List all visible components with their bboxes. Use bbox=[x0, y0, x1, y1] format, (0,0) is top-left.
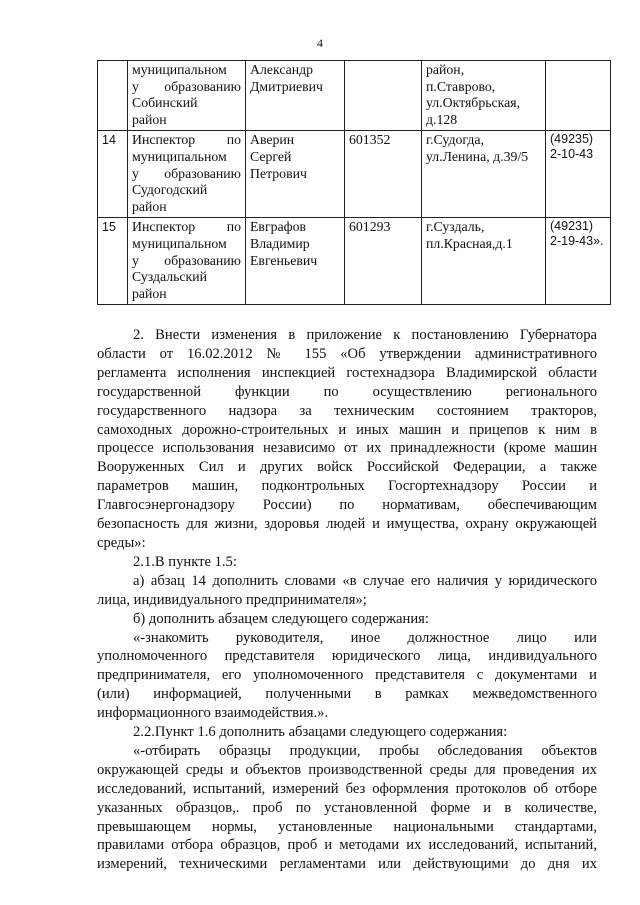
text-line: государственного надзора за техническим состоянием тракторов, bbox=[97, 402, 597, 419]
position-cell-line: район bbox=[132, 198, 167, 214]
position-cell-line: район bbox=[132, 111, 167, 127]
row-number: 14 bbox=[98, 131, 128, 218]
text-line: Вооруженных Сил и других войск Российской Федерации, а также bbox=[97, 459, 597, 476]
document-body bbox=[97, 326, 597, 874]
paragraph-2-2 bbox=[97, 723, 597, 742]
position-cell-line: у образованию bbox=[132, 252, 241, 268]
name-cell-line: Сергей bbox=[250, 148, 292, 164]
text-line: окружающей среды и объектов производственной среды для проведения их bbox=[97, 761, 597, 778]
paragraph-2-2-text bbox=[97, 742, 597, 874]
text-line: исследований, испытаний, измерений без оформления протоколов об отборе bbox=[97, 780, 597, 797]
phone-cell-line: 2-10-43 bbox=[550, 147, 594, 162]
paragraph-2-1 bbox=[97, 553, 597, 572]
text-line: 2.2.Пункт 1.6 дополнить абзацами следующего содержания: bbox=[133, 724, 508, 741]
text-line: Главгосэнергонадзору России) по нормативам, обеспечивающим bbox=[97, 497, 597, 514]
position-cell-line: Инспектор по bbox=[132, 132, 241, 148]
name-cell bbox=[246, 218, 345, 305]
text-line: а) абзац 14 дополнить словами «в случае его наличия у юридического bbox=[133, 572, 597, 589]
position-cell-line: муниципальном bbox=[132, 62, 227, 77]
phone-cell bbox=[546, 61, 611, 131]
text-line: самоходных дорожно-строительных и иных машин и прицепов к ним в bbox=[97, 421, 597, 438]
phone-cell bbox=[546, 218, 611, 305]
text-line: правилами отбора образцов, проб и методами их исследований, испытаний, bbox=[97, 837, 597, 854]
phone-cell-line: (49235) bbox=[550, 132, 594, 147]
text-line: параметров машин, подконтрольных Госгортехнадзору России и bbox=[97, 478, 597, 495]
text-line: превышающем нормы, установленные национальными стандартами, bbox=[97, 818, 597, 835]
address-cell-line: ул.Октябрьская, bbox=[426, 95, 521, 111]
text-line: процессе использования независимо от их принадлежности (кроме машин bbox=[97, 440, 597, 457]
position-cell-line: муниципальном bbox=[132, 235, 227, 251]
row-number: 15 bbox=[98, 218, 128, 305]
position-cell bbox=[128, 131, 246, 218]
name-cell-line: Аверин bbox=[250, 132, 295, 148]
page-number: 4 bbox=[317, 36, 323, 50]
name-cell bbox=[246, 61, 345, 131]
text-line: области от 16.02.2012 № 155 «Об утверждении административного bbox=[97, 345, 597, 362]
name-cell-line: Владимир bbox=[250, 235, 310, 251]
text-line: «-отбирать образцы продукции, пробы обследования объектов bbox=[133, 742, 597, 759]
text-line: среды»: bbox=[97, 534, 146, 551]
position-cell-line: муниципальном bbox=[132, 148, 227, 164]
paragraph-2 bbox=[97, 326, 597, 553]
paragraph-2-1-b-text bbox=[97, 629, 597, 724]
name-cell-line: Дмитриевич bbox=[250, 78, 323, 94]
position-cell bbox=[128, 61, 246, 131]
address-cell bbox=[422, 218, 546, 305]
address-cell-line: д.128 bbox=[426, 111, 458, 127]
address-cell-line: г.Суздаль, bbox=[426, 219, 485, 235]
inspectors-table bbox=[97, 60, 611, 305]
text-line: уполномоченного представителя юридического лица, индивидуального bbox=[97, 648, 597, 665]
address-cell bbox=[422, 61, 546, 131]
text-line: 2.1.В пункте 1.5: bbox=[133, 553, 237, 570]
position-cell-line: Судогодский bbox=[132, 182, 208, 198]
phone-cell-line: 2-19-43». bbox=[550, 234, 604, 249]
postal-index-cell bbox=[345, 61, 422, 131]
text-line: предпринимателя, его уполномоченного представителя с документами и bbox=[97, 667, 597, 684]
position-cell bbox=[128, 218, 246, 305]
phone-cell-line: (49231) bbox=[550, 219, 594, 234]
text-line: 2. Внести изменения в приложение к постановлению Губернатора bbox=[133, 327, 597, 343]
text-line: б) дополнить абзацем следующего содержания: bbox=[133, 610, 429, 627]
address-cell bbox=[422, 131, 546, 218]
paragraph-2-1-a bbox=[97, 572, 597, 610]
address-cell-line: п.Ставрово, bbox=[426, 78, 496, 94]
table-row bbox=[98, 61, 611, 131]
text-line: указанных образцов,. проб по установленной форме и в количестве, bbox=[97, 799, 597, 816]
postal-index-cell: 601352 bbox=[345, 131, 422, 218]
position-cell-line: Суздальский bbox=[132, 269, 207, 285]
phone-cell bbox=[546, 131, 611, 218]
position-cell-line: район bbox=[132, 285, 167, 301]
text-line: информационного взаимодействия.». bbox=[97, 705, 329, 722]
postal-index-cell: 601293 bbox=[345, 218, 422, 305]
position-cell-line: Собинский bbox=[132, 95, 198, 111]
address-cell-line: ул.Ленина, д.39/5 bbox=[426, 148, 529, 164]
table-row bbox=[98, 218, 611, 305]
paragraph-2-1-b bbox=[97, 610, 597, 629]
text-line: «-знакомить руководителя, иное должностное лицо или bbox=[133, 629, 597, 646]
text-line: государственной функции по осуществлению регионального bbox=[97, 383, 597, 400]
position-cell-line: у образованию bbox=[132, 78, 241, 94]
table-row bbox=[98, 131, 611, 218]
name-cell-line: Евграфов bbox=[250, 219, 306, 235]
address-cell-line: пл.Красная,д.1 bbox=[426, 235, 513, 251]
row-number bbox=[98, 61, 128, 131]
name-cell bbox=[246, 131, 345, 218]
name-cell-line: Александр bbox=[250, 62, 314, 77]
text-line: (или) информацией, полученными в рамках межведомственного bbox=[97, 686, 597, 703]
position-cell-line: у образованию bbox=[132, 165, 241, 181]
text-line: измерений, техническими регламентами или действующими до дня их bbox=[97, 856, 597, 873]
text-line: безопасность для жизни, здоровья людей и имущества, охрану окружающей bbox=[97, 516, 597, 533]
address-cell-line: г.Судогда, bbox=[426, 132, 484, 148]
text-line: регламента исполнения инспекцией гостехнадзора Владимирской области bbox=[97, 364, 597, 381]
text-line: лица, индивидуального предпринимателя»; bbox=[97, 591, 367, 608]
name-cell-line: Евгеньевич bbox=[250, 252, 318, 268]
position-cell-line: Инспектор по bbox=[132, 219, 241, 235]
address-cell-line: район, bbox=[426, 62, 465, 77]
name-cell-line: Петрович bbox=[250, 165, 307, 181]
